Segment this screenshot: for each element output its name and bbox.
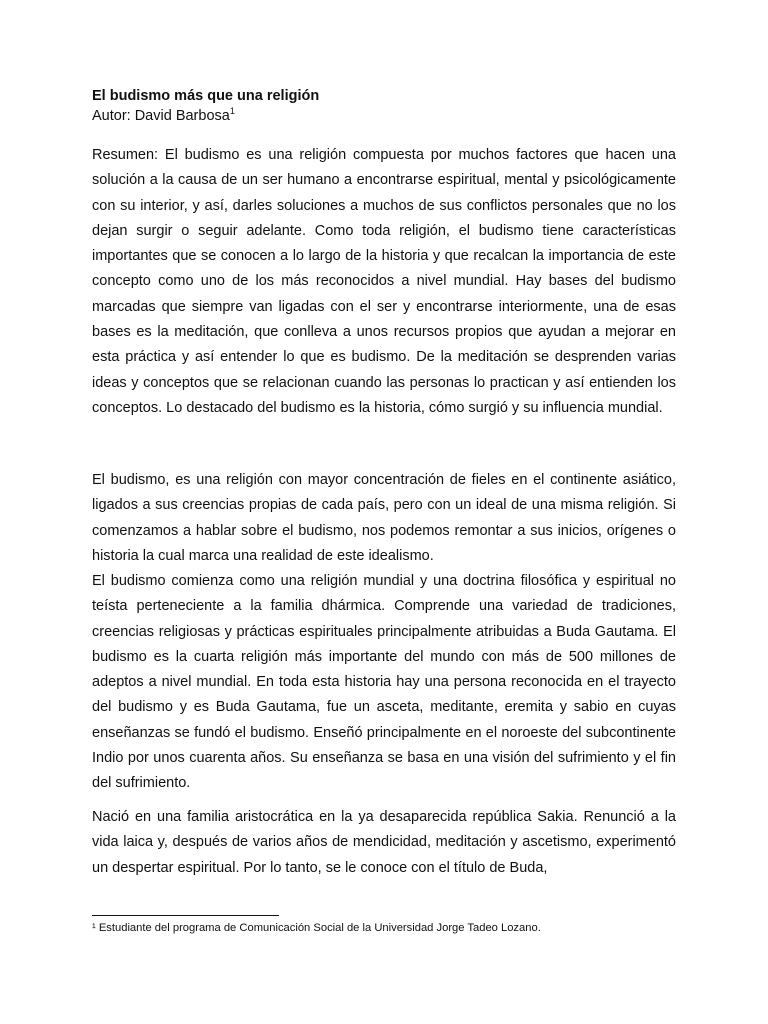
abstract-paragraph: Resumen: El budismo es una religión compuesta por muchos factores que hacen una solución a la causa de un ser humano a encontrarse espiritual, mental y psicológicamente con su interior, y así, darles soluciones a muchos de sus conflictos personales que no los dejan surgir o seguir adelante. Como toda religión, el budismo tiene características importantes que se conocen a lo largo de la historia y que recalcan la importancia de este concepto como uno de los más reconocidos a nivel mundial. Hay bases del budismo marcadas que siempre van ligadas con el ser y encontrarse interiormente, una de esas bases es la meditación, que conlleva a unos recursos propios que ayudan a mejorar en esta práctica y así entender lo que es budismo. De la meditación se desprenden varias ideas y conceptos que se relacionan cuando las personas lo practican y así entienden los conceptos. Lo destacado del budismo es la historia, cómo surgió y su influencia mundial. [92, 147, 676, 416]
author-name: Autor: David Barbosa [92, 108, 230, 124]
footnote-divider [92, 915, 279, 916]
author-line [92, 106, 235, 126]
body-paragraph: El budismo, es una religión con mayor concentración de fieles en el continente asiático, ligados a sus creencias propias de cada país, pero con un ideal de una misma religión. Si comenzamos a hablar sobre el budismo, nos podemos remontar a sus inicios, orígenes o historia la cual marca una realidad de este idealismo. [92, 472, 676, 564]
document-title: El budismo más que una religión [92, 88, 320, 104]
body-paragraph: Nació en una familia aristocrática en la ya desaparecida república Sakia. Renunció a la vida laica y, después de varios años de mendicidad, meditación y ascetismo, experimentó un despertar espiritual. Por lo tanto, se le conoce con el título de Buda, [92, 809, 676, 876]
footnote-text: ¹ Estudiante del programa de Comunicación Social de la Universidad Jorge Tadeo Lozano. [92, 922, 541, 934]
body-paragraph: El budismo comienza como una religión mundial y una doctrina filosófica y espiritual no teísta perteneciente a la familia dhármica. Comprende una variedad de tradiciones, creencias religiosas y prácticas espirituales principalmente atribuidas a Buda Gautama. El budismo es la cuarta religión más importante del mundo con más de 500 millones de adeptos a nivel mundial. En toda esta historia hay una persona reconocida en el trayecto del budismo y es Buda Gautama, fue un asceta, meditante, eremita y sabio en cuyas enseñanzas se fundó el budismo. Enseñó principalmente en el noroeste del subcontinente Indio por unos cuarenta años. Su enseñanza se basa en una visión del sufrimiento y el fin del sufrimiento. [92, 573, 676, 792]
footnote-reference: 1 [229, 106, 235, 116]
